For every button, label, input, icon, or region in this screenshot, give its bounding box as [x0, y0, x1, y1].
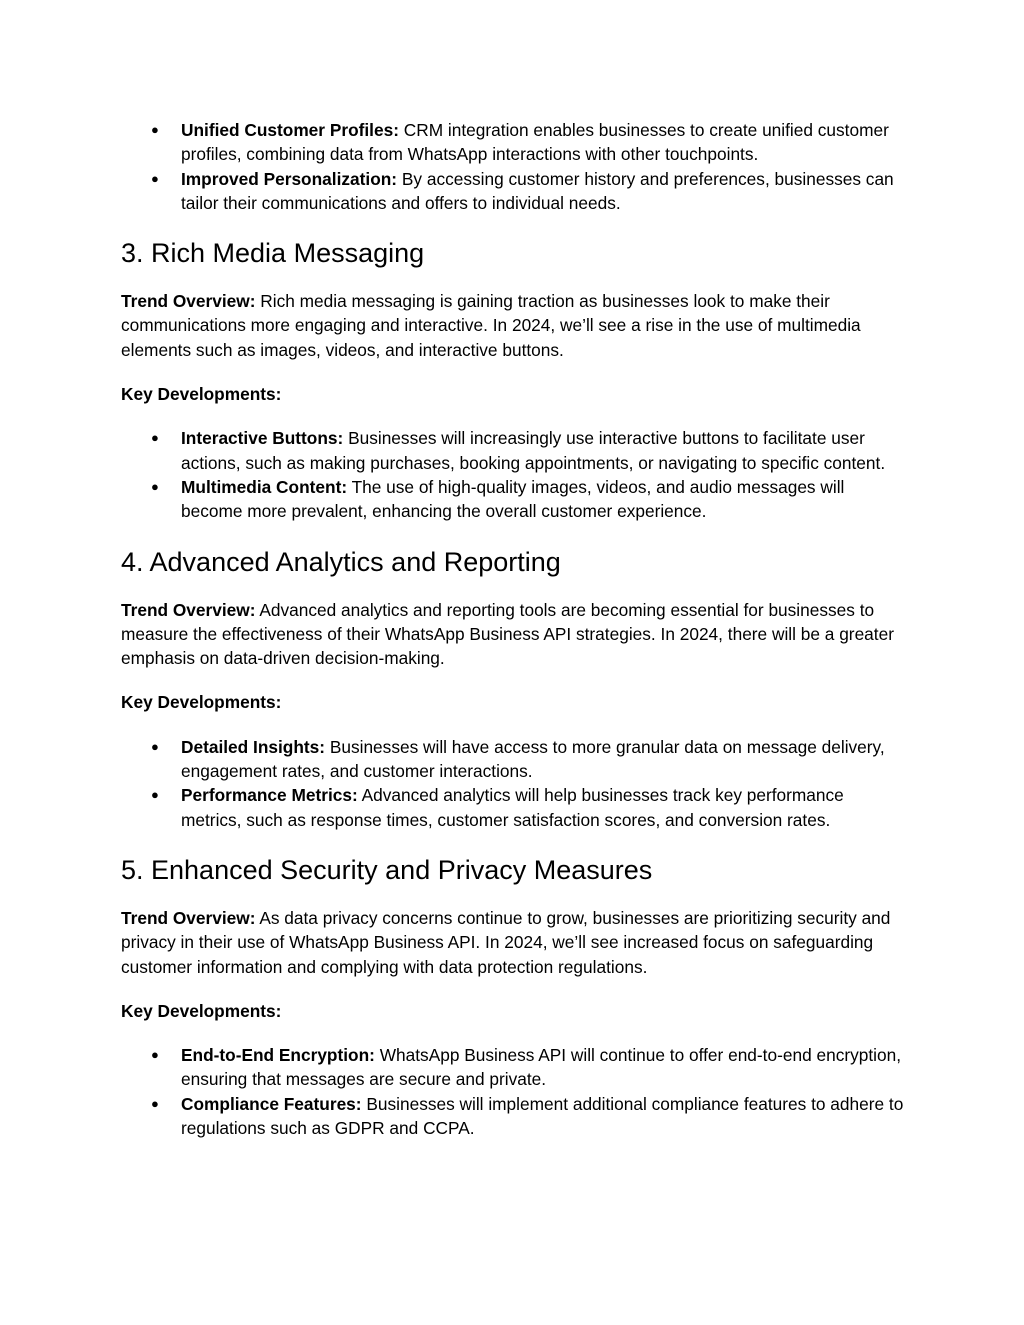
list-item	[121, 118, 905, 167]
section-heading: 3. Rich Media Messaging	[121, 238, 425, 269]
key-developments-heading	[121, 999, 905, 1023]
bullet-label: Multimedia Content:	[181, 476, 348, 497]
overview-label: Trend Overview:	[121, 599, 256, 620]
bullet-icon: ●	[151, 787, 159, 803]
document-page	[121, 118, 905, 1140]
section-heading: 5. Enhanced Security and Privacy Measures	[121, 854, 653, 885]
bullet-text: CRM integration enables businesses to create unified customer profiles, combining data from WhatsApp interactions with other touchpoints.	[181, 120, 889, 165]
trend-overview	[121, 289, 905, 362]
key-developments-list	[121, 1043, 905, 1140]
key-developments-heading	[121, 382, 905, 406]
overview-text: Advanced analytics and reporting tools are becoming essential for businesses to measure the effectiveness of their WhatsApp Business API strategies. In 2024, there will be a greater emphasis on data-driven decision-making.	[121, 599, 894, 669]
bullet-icon: ●	[151, 1047, 159, 1063]
overview-label: Trend Overview:	[121, 291, 256, 312]
bullet-text: WhatsApp Business API will continue to offer end-to-end encryption, ensuring that messages are secure and private.	[181, 1045, 902, 1090]
bullet-icon: ●	[151, 1095, 159, 1111]
bullet-icon: ●	[151, 122, 159, 137]
bullet-icon: ●	[151, 478, 159, 494]
key-developments-list	[121, 426, 905, 523]
bullet-icon: ●	[151, 738, 159, 754]
key-developments-label: Key Developments:	[121, 692, 282, 713]
bullet-text: The use of high-quality images, videos, and audio messages will become more prevalent, enhancing the overall customer experience.	[181, 476, 845, 522]
key-developments-heading	[121, 690, 905, 714]
key-developments-label: Key Developments:	[121, 384, 282, 405]
overview-text: As data privacy concerns continue to grow, businesses are prioritizing security and privacy in their use of WhatsApp Business API. In 2024, we’ll see increased focus on safeguarding customer information and complying with data protection regulations.	[121, 907, 891, 977]
list-item	[121, 783, 905, 832]
bullet-label: Improved Personalization:	[181, 168, 398, 189]
list-item	[121, 735, 905, 784]
bullet-label: Interactive Buttons:	[181, 428, 344, 449]
bullet-label: Unified Customer Profiles:	[181, 120, 399, 140]
bullet-label: Performance Metrics:	[181, 785, 358, 806]
overview-text: Rich media messaging is gaining traction as businesses look to make their communications more engaging and interactive. In 2024, we’ll see a rise in the use of multimedia elements such as images, videos, and interactive buttons.	[121, 291, 861, 360]
list-item	[121, 475, 905, 524]
bullet-text: By accessing customer history and preferences, businesses can tailor their communications and offers to individual needs.	[181, 168, 894, 213]
key-developments-label: Key Developments:	[121, 1000, 282, 1021]
key-developments-list	[121, 735, 905, 832]
trend-overview	[121, 598, 905, 671]
list-item	[121, 1092, 905, 1141]
bullet-text: Businesses will have access to more granular data on message delivery, engagement rates, and customer interactions.	[181, 736, 885, 782]
intro-bullet-list	[121, 118, 905, 215]
bullet-label: End-to-End Encryption:	[181, 1045, 375, 1066]
bullet-label: Compliance Features:	[181, 1093, 362, 1114]
bullet-text: Advanced analytics will help businesses track key performance metrics, such as response times, customer satisfaction scores, and conversion rates.	[181, 785, 844, 830]
bullet-icon: ●	[151, 170, 159, 186]
bullet-text: Businesses will increasingly use interactive buttons to facilitate user actions, such as making purchases, booking appointments, or navigating to specific content.	[181, 428, 886, 473]
list-item	[121, 426, 905, 475]
overview-label: Trend Overview:	[121, 907, 256, 928]
list-item	[121, 1043, 905, 1092]
section-heading: 4. Advanced Analytics and Reporting	[121, 546, 561, 577]
list-item	[121, 167, 905, 216]
bullet-label: Detailed Insights:	[181, 736, 326, 757]
bullet-text: Businesses will implement additional compliance features to adhere to regulations such as GDPR and CCPA.	[181, 1093, 904, 1139]
trend-overview	[121, 906, 905, 979]
bullet-icon: ●	[151, 430, 159, 446]
